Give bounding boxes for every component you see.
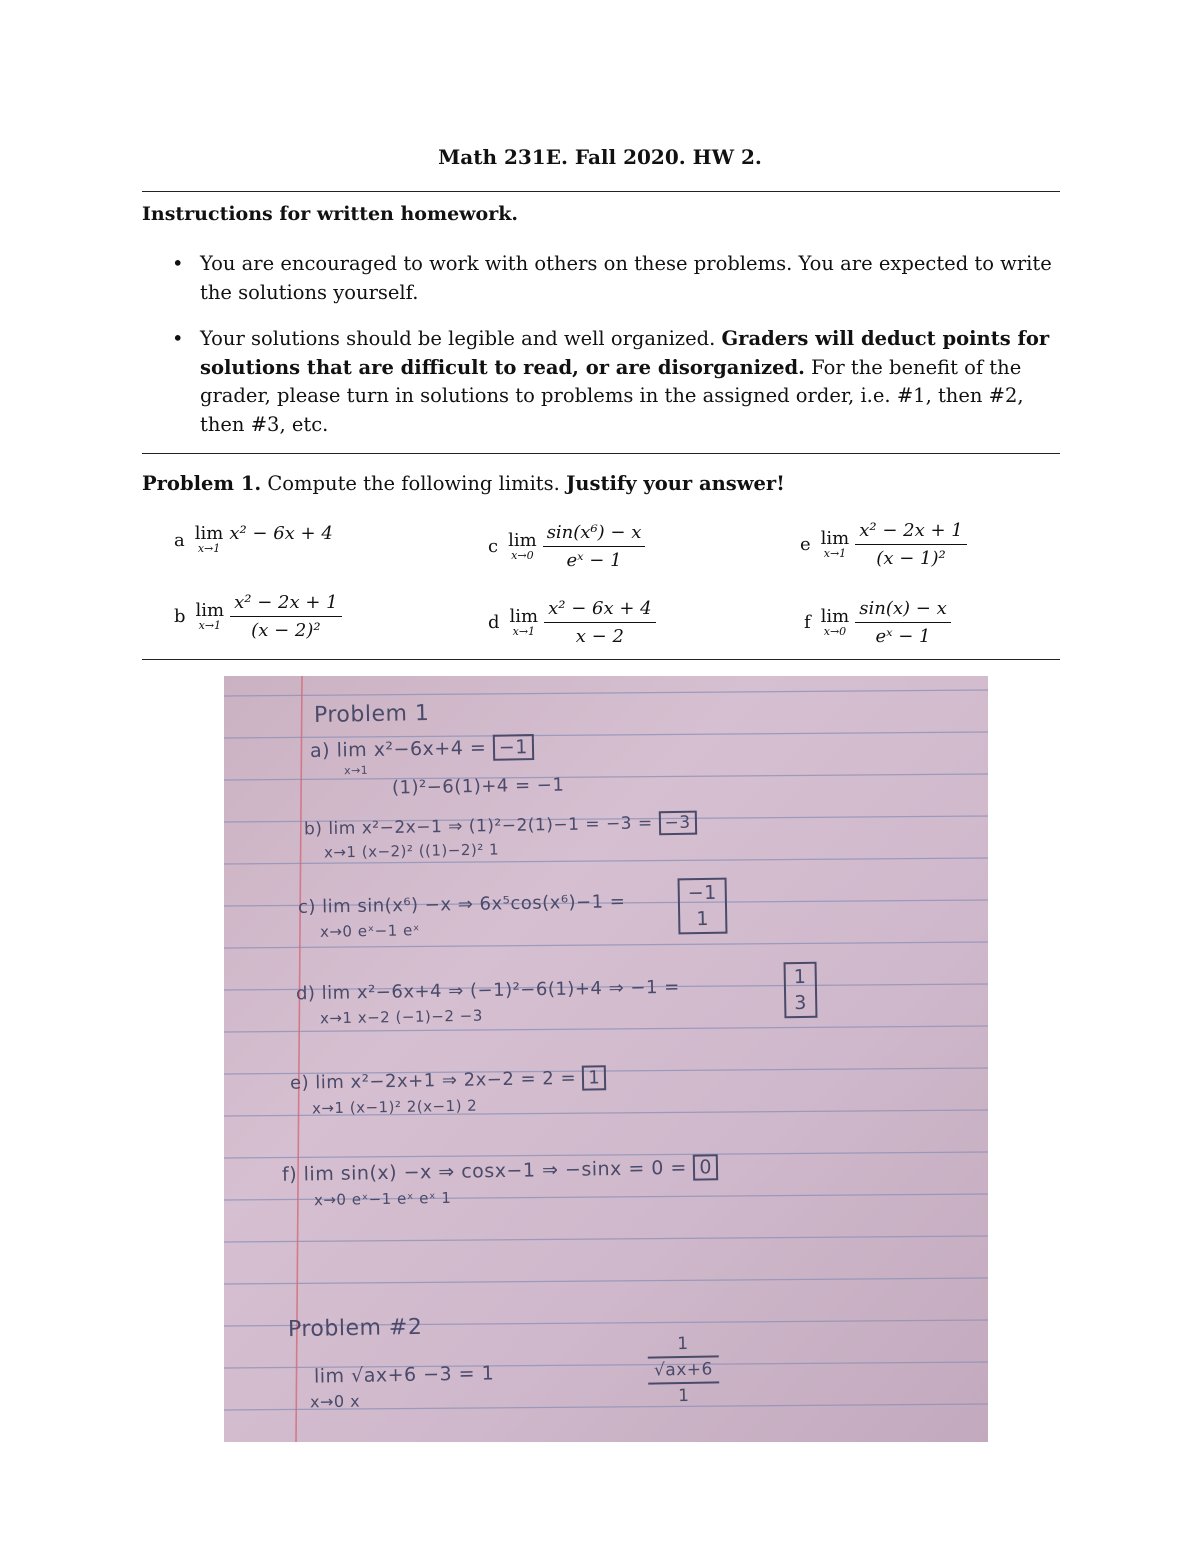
hw-problem1-heading: Problem 1 bbox=[313, 700, 430, 729]
lim-operator bbox=[820, 605, 850, 638]
instruction-text: Your solutions should be legible and well organized. bbox=[200, 327, 722, 350]
hw-answer-num: 1 bbox=[793, 965, 807, 989]
hw-answer-box: −1 bbox=[493, 734, 534, 761]
hw-line-d-den: x→1 x−2 (−1)−2 −3 bbox=[319, 1006, 483, 1028]
lim-word: lim bbox=[820, 605, 850, 627]
hw-text: 1 bbox=[677, 1333, 689, 1355]
denominator: eˣ − 1 bbox=[875, 626, 931, 647]
hw-line-a bbox=[310, 736, 534, 762]
problem-text: Compute the following limits. bbox=[261, 472, 567, 495]
hw-line-b-den: x→1 (x−2)² ((1)−2)² 1 bbox=[323, 840, 500, 862]
limit-letter: c bbox=[488, 536, 499, 557]
lim-operator bbox=[195, 599, 225, 632]
lim-operator bbox=[509, 605, 539, 638]
problem-label: Problem 1. bbox=[142, 472, 262, 495]
hw-line-e-den: x→1 (x−1)² 2(x−1) 2 bbox=[311, 1096, 478, 1118]
lim-subscript: x→1 bbox=[823, 546, 847, 560]
hw-answer-num: −1 bbox=[687, 881, 717, 905]
lim-subscript: x→1 bbox=[512, 624, 536, 638]
hw-answer-box: 0 bbox=[693, 1154, 718, 1180]
hw-text: 1 bbox=[678, 1385, 690, 1407]
limit-fraction bbox=[544, 598, 655, 647]
hw-p2-right-fraction bbox=[647, 1331, 719, 1408]
page-title: Math 231E. Fall 2020. HW 2. bbox=[438, 145, 762, 169]
hw-text: b) lim x²−2x−1 ⇒ (1)²−2(1)−1 = −3 = bbox=[303, 813, 653, 840]
lim-subscript: x→1 bbox=[198, 618, 222, 632]
lim-operator bbox=[508, 529, 537, 562]
instruction-text: You are encouraged to work with others on these problems. You are expected to write the solutions yourself. bbox=[200, 252, 1052, 304]
instructions-rule bbox=[142, 453, 1060, 454]
hw-line-c-den: x→0 eˣ−1 eˣ bbox=[319, 921, 421, 941]
hw-problem2-heading: Problem #2 bbox=[287, 1314, 423, 1343]
limit-c bbox=[488, 522, 645, 571]
limit-expression: x² − 6x + 4 bbox=[229, 522, 333, 544]
top-rule bbox=[142, 191, 1060, 192]
lim-word: lim bbox=[194, 523, 224, 544]
problem-emphasis: Justify your answer! bbox=[566, 472, 785, 495]
hw-text: c) lim sin(x⁶) −x ⇒ 6x⁵cos(x⁶)−1 = bbox=[297, 891, 626, 918]
lim-subscript: x→1 bbox=[197, 542, 221, 555]
limit-d bbox=[488, 598, 656, 647]
limit-letter: e bbox=[800, 534, 811, 555]
instructions-heading: Instructions for written homework. bbox=[142, 203, 518, 225]
numerator: sin(x) − x bbox=[855, 598, 950, 623]
lim-operator bbox=[820, 527, 850, 560]
limit-letter: a bbox=[174, 529, 185, 551]
numerator: sin(x⁶) − x bbox=[543, 522, 646, 547]
instruction-item bbox=[172, 325, 1060, 439]
hw-text: f) lim sin(x) −x ⇒ cosx−1 ⇒ −sinx = 0 = bbox=[281, 1156, 688, 1186]
limit-fraction bbox=[855, 520, 966, 569]
lim-word: lim bbox=[509, 605, 539, 627]
hw-answer-box bbox=[784, 962, 818, 1019]
limit-fraction bbox=[543, 522, 646, 571]
problem-1-statement bbox=[142, 472, 785, 495]
hw-line-a2: (1)²−6(1)+4 = −1 bbox=[391, 774, 565, 799]
bullet-icon: • bbox=[172, 252, 184, 275]
denominator: (x − 2)² bbox=[251, 620, 321, 641]
hw-answer-den: 1 bbox=[696, 907, 710, 931]
hw-line-f-den: x→0 eˣ−1 eˣ eˣ 1 bbox=[313, 1188, 452, 1210]
numerator: x² − 2x + 1 bbox=[855, 520, 966, 545]
instruction-text: For the benefit of the grader, please turn in solutions to problems in the assigned order, i.e. #1, then #2, then #3, etc. bbox=[200, 355, 1024, 436]
limit-b bbox=[174, 592, 342, 641]
limit-f bbox=[804, 598, 951, 647]
denominator: (x − 1)² bbox=[876, 548, 946, 569]
lim-subscript: x→0 bbox=[823, 624, 847, 638]
instructions-list bbox=[172, 250, 1060, 457]
hw-answer-den: 3 bbox=[794, 991, 808, 1015]
limit-letter: b bbox=[174, 606, 186, 627]
denominator: eˣ − 1 bbox=[566, 550, 622, 571]
lim-word: lim bbox=[195, 599, 225, 621]
numerator: x² − 2x + 1 bbox=[230, 592, 341, 617]
instruction-item bbox=[172, 250, 1060, 307]
hw-text: a) lim x²−6x+4 = bbox=[309, 736, 487, 762]
handwritten-solution-photo bbox=[224, 676, 988, 1442]
numerator: x² − 6x + 4 bbox=[544, 598, 655, 623]
denominator: x − 2 bbox=[575, 626, 624, 647]
hw-answer-box: −3 bbox=[658, 811, 696, 836]
hw-line-p2: lim √ax+6 −3 = 1 bbox=[313, 1362, 495, 1388]
hw-text: e) lim x²−2x+1 ⇒ 2x−2 = 2 = bbox=[289, 1067, 577, 1094]
hw-sub: x→1 bbox=[343, 763, 369, 778]
limit-letter: d bbox=[488, 612, 500, 633]
limit-fraction bbox=[230, 592, 341, 641]
limit-e bbox=[800, 520, 967, 569]
lim-word: lim bbox=[820, 527, 850, 549]
limit-fraction bbox=[855, 598, 950, 647]
lim-subscript: x→0 bbox=[511, 548, 534, 562]
hw-answer-box: 1 bbox=[582, 1065, 606, 1090]
hw-answer-box bbox=[678, 878, 728, 935]
hw-line-p2-den: x→0 x bbox=[309, 1391, 361, 1412]
limit-letter: f bbox=[804, 612, 811, 633]
hw-text: √ax+6 bbox=[648, 1355, 719, 1384]
limit-a bbox=[174, 522, 333, 555]
problems-rule bbox=[142, 659, 1060, 660]
lim-word: lim bbox=[508, 529, 537, 551]
lim-operator bbox=[195, 525, 224, 555]
bullet-icon: • bbox=[172, 327, 184, 350]
hw-text: d) lim x²−6x+4 ⇒ (−1)²−6(1)+4 ⇒ −1 = bbox=[295, 976, 680, 1005]
instruction-warning: Graders will deduct points for solutions that are difficult to read, or are disorganized. bbox=[200, 327, 1050, 379]
